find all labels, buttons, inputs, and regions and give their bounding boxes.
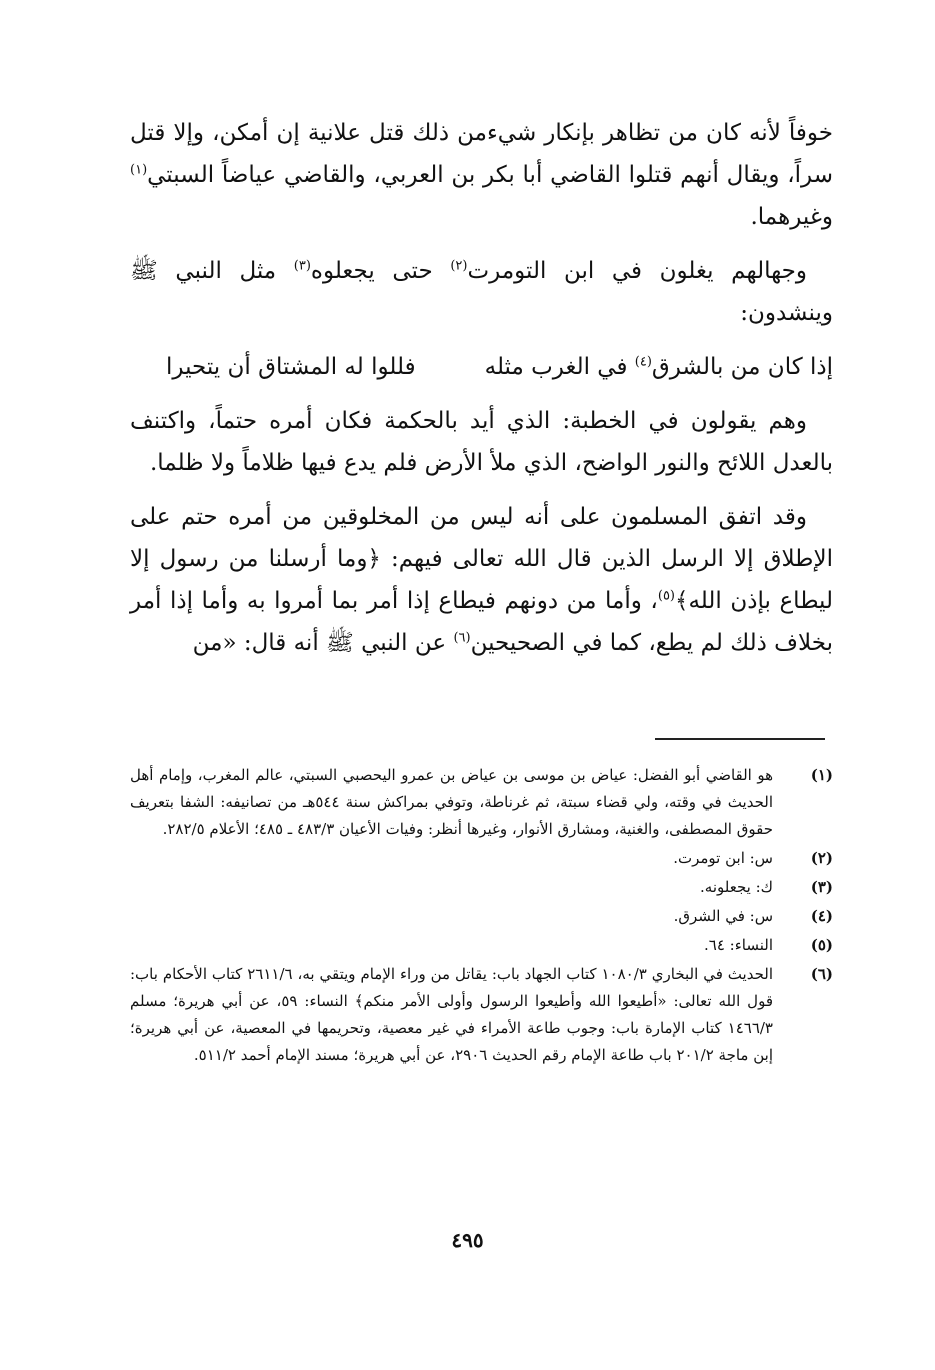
footnotes: [130, 762, 833, 1071]
footnote-ref-6: (٦): [453, 630, 471, 646]
footnote-ref-5: (٥): [657, 588, 675, 604]
paragraph-2-text-a: وجهالهم يغلون في ابن التومرت: [467, 258, 808, 284]
footnote-ref-1: (١): [130, 162, 148, 178]
paragraph-1: [130, 112, 833, 238]
paragraph-4-text-b: ، وأما من دونهم فيطاع إذا أمر بما أمروا به وأما إذا أمر بخلاف ذلك لم يطع، كما في الصحيحين: [130, 588, 833, 656]
paragraph-4-text-a: وقد اتفق المسلمون على أنه ليس من المخلوقين من أمره حتم على الإطلاق إلا الرسل الذين قال الله تعالى فيهم: ﴿وما أرسلنا من رسول إلا ليطاع بإذن الله﴾: [130, 504, 834, 614]
verse-first-text-a: إذا كان من بالشرق: [651, 354, 833, 380]
footnote: [130, 845, 833, 872]
paragraph-1-text: خوفاً لأنه كان من تظاهر بإنكار شيءمن ذلك قتل علانية إن أمكن، وإلا قتل سراً، ويقال أنهم قتلوا القاضي أبا بكر بن العربي، والقاضي عياضاً السبتي: [130, 120, 833, 188]
paragraph-4: [130, 496, 833, 664]
footnote-text: النساء: ٦٤.: [704, 936, 773, 954]
footnote-ref-2: (٢): [450, 258, 468, 274]
footnote-text: الحديث في البخاري ١٠٨٠/٣ كتاب الجهاد باب: يقاتل من وراء الإمام ويتقي به، ٢٦١١/٦ كتاب الأحكام باب: قول الله تعالى: «أطيعوا الله وأطيعوا الرسول وأولى الأمر منكم﴾ النساء: ٥٩، عن أبي هريرة؛ مسلم ١٤٦٦/٣ كتاب الإمارة باب: وجوب طاعة الأمراء في غير معصية، وتحريمها في المعصية، عن أبي هريرة؛ إبن ماجة ٢٠١/٢ باب طاعة الإمام رقم الحديث ٢٩٠٦، عن أبي هريرة؛ مسند الإمام أحمد ٥١١/٢.: [130, 965, 773, 1064]
footnote-number: (٢): [810, 849, 833, 867]
verse-second-hemistich: فللوا له المشتاق أن يتحيرا: [166, 354, 416, 380]
footnote-number: (٣): [810, 878, 833, 896]
main-text: [130, 112, 833, 676]
paragraph-4-text-c: عن النبي ﷺ أنه قال: «من: [192, 630, 454, 656]
verse-first-text-b: في الغرب مثله: [484, 354, 635, 380]
footnote-divider: [655, 738, 825, 740]
footnote-number: (٥): [810, 936, 833, 954]
footnote-text: هو القاضي أبو الفضل: عياض بن موسى بن عياض بن عمرو اليحصبي السبتي، عالم المغرب، وإمام أهل الحديث في وقته، ولي قضاء سبتة، ثم غرناطة، وتوفي بمراكش سنة ٥٤٤هـ من تصانيفه: الشفا بتعريف حقوق المصطفى، والغنية، ومشارق الأنوار، وغيرها أنظر: وفيات الأعيان ٤٨٣/٣ ـ ٤٨٥؛ الأعلام ٢٨٢/٥.: [130, 766, 773, 838]
footnote-number: (١): [810, 766, 833, 784]
page-number: ٤٩٥: [451, 1228, 484, 1252]
paragraph-3: وهم يقولون في الخطبة: الذي أيد بالحكمة فكان أمره حتماً، واكتنف بالعدل اللائح والنور الواضح، الذي ملأ الأرض فلم يدع فيها ظلاماً ولا ظلما.: [130, 408, 833, 476]
footnote-text: س: ابن تومرت.: [673, 849, 773, 867]
poem-verse: [130, 346, 833, 388]
footnote: [130, 961, 833, 1069]
footnote: [130, 762, 833, 843]
footnote: [130, 903, 833, 930]
paragraph-2-text-b: حتى يجعلوه: [310, 258, 451, 284]
footnote: [130, 874, 833, 901]
footnote: [130, 932, 833, 959]
footnote-ref-3: (٣): [293, 258, 311, 274]
footnote-number: (٤): [810, 907, 833, 925]
footnote-text: س: في الشرق.: [673, 907, 773, 925]
verse-first-hemistich: [485, 346, 833, 388]
footnote-ref-4: (٤): [634, 354, 652, 370]
paragraph-2: [130, 250, 833, 334]
paragraph-2-text-c: مثل النبي ﷺ وينشدون:: [130, 258, 833, 326]
footnote-text: ك: يجعلونه.: [700, 878, 773, 896]
footnote-number: (٦): [810, 965, 833, 983]
paragraph-1-end: وغيرهما.: [750, 204, 833, 230]
